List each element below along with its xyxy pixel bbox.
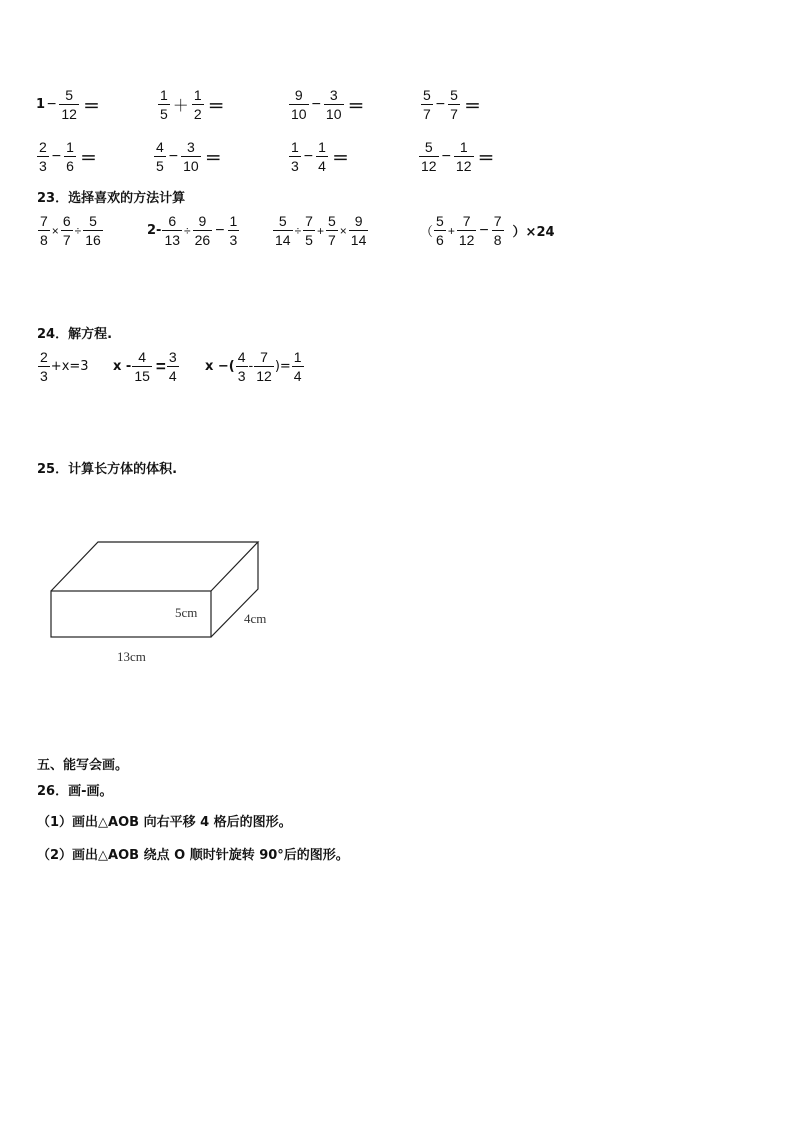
operator: ÷ (294, 223, 302, 238)
cuboid-top-face (51, 542, 258, 591)
fraction: $\frac{5}{7}$ (327, 213, 336, 248)
lead-number: 2- (147, 223, 162, 238)
fraction: $\frac{3}{4}$ (168, 349, 177, 384)
open-paren: （ (420, 225, 434, 240)
equals-sign: ＝ (331, 149, 349, 168)
operator: − (215, 221, 225, 239)
operator: × (51, 223, 59, 238)
fraction: $\frac{7}{12}$ (458, 213, 475, 248)
fraction: $\frac{2}{3}$ (40, 349, 48, 384)
operator: − (479, 221, 489, 239)
length-label: 13cm (117, 649, 146, 664)
equals-sign: ＝ (347, 97, 365, 116)
operator: − (303, 147, 314, 165)
q26-part-1: （1）画出△AOB 向右平移 4 格后的图形。 (37, 815, 292, 830)
fraction: $\frac{4}{3}$ (237, 349, 246, 384)
operator: − (47, 95, 57, 113)
equals-sign: ＝ (82, 97, 100, 116)
fraction: $\frac{6}{7}$ (62, 213, 71, 248)
equals-sign: ＝ (207, 97, 225, 116)
fraction: $\frac{5}{7}$ (423, 87, 431, 122)
fraction: $\frac{1}{5}$ (160, 87, 168, 122)
operator: − (51, 147, 62, 165)
operator: ＋ (172, 98, 189, 115)
equals-sign: ＝ (204, 149, 222, 168)
operator: ÷ (184, 223, 191, 238)
close-paren-times: ）×24 (512, 225, 555, 240)
operator: - (248, 359, 254, 374)
close-paren-equals: )= (274, 359, 291, 374)
q26-part-2: （2）画出△AOB 绕点 O 顺时针旋转 90°后的图形。 (37, 848, 349, 863)
fraction: $\frac{7}{8}$ (40, 213, 48, 248)
fraction: $\frac{4}{15}$ (134, 349, 150, 384)
fraction: $\frac{5}{12}$ (61, 87, 77, 122)
fraction: $\frac{5}{16}$ (85, 213, 101, 248)
fraction: $\frac{3}{10}$ (325, 87, 342, 122)
fraction: $\frac{5}{14}$ (275, 213, 291, 248)
operator: + (316, 223, 324, 238)
fraction: $\frac{6}{13}$ (164, 213, 181, 248)
operator: − (435, 95, 446, 113)
operator: − (168, 147, 179, 165)
fraction: $\frac{9}{14}$ (350, 213, 367, 248)
lead-number: 1 (36, 97, 46, 112)
equals-sign: ＝ (463, 97, 481, 116)
fraction: $\frac{1}{4}$ (318, 139, 326, 174)
q26-title: 26．画-画。 (37, 784, 113, 799)
equation-lead: x - (113, 359, 132, 374)
operator: × (339, 223, 347, 238)
fraction: $\frac{5}{12}$ (421, 139, 437, 174)
fraction: $\frac{9}{26}$ (194, 213, 211, 248)
fraction: $\frac{7}{5}$ (305, 213, 313, 248)
fraction: $\frac{1}{3}$ (291, 139, 299, 174)
fraction: $\frac{1}{3}$ (229, 213, 238, 248)
section-5-title: 五、能写会画。 (37, 758, 129, 773)
q24-title: 24．解方程. (37, 327, 113, 342)
fraction: $\frac{1}{12}$ (455, 139, 472, 174)
fraction: $\frac{1}{4}$ (293, 349, 302, 384)
fraction: $\frac{9}{10}$ (291, 87, 307, 122)
operator: ÷ (74, 223, 82, 238)
fraction: $\frac{4}{5}$ (156, 139, 164, 174)
operator: − (311, 95, 321, 113)
operator: + (447, 223, 455, 238)
fraction: $\frac{2}{3}$ (39, 139, 47, 174)
q23-title: 23．选择喜欢的方法计算 (37, 191, 186, 206)
fraction: $\frac{5}{7}$ (450, 87, 458, 122)
equals-sign: ＝ (477, 149, 495, 168)
equation-tail: +x=3 (50, 359, 89, 374)
equals-sign: = (155, 356, 166, 376)
fraction: $\frac{3}{10}$ (183, 139, 199, 174)
q25-title: 25．计算长方体的体积. (37, 462, 178, 477)
fraction: $\frac{1}{2}$ (193, 87, 202, 122)
operator: − (441, 147, 451, 165)
width-label: 4cm (244, 611, 267, 626)
height-label: 5cm (175, 605, 198, 620)
fraction: $\frac{7}{12}$ (256, 349, 272, 384)
equation-lead: x −( (205, 359, 235, 374)
equals-sign: ＝ (79, 149, 97, 168)
fraction: $\frac{5}{6}$ (436, 213, 444, 248)
fraction: $\frac{1}{6}$ (66, 139, 74, 174)
fraction: $\frac{7}{8}$ (493, 213, 502, 248)
